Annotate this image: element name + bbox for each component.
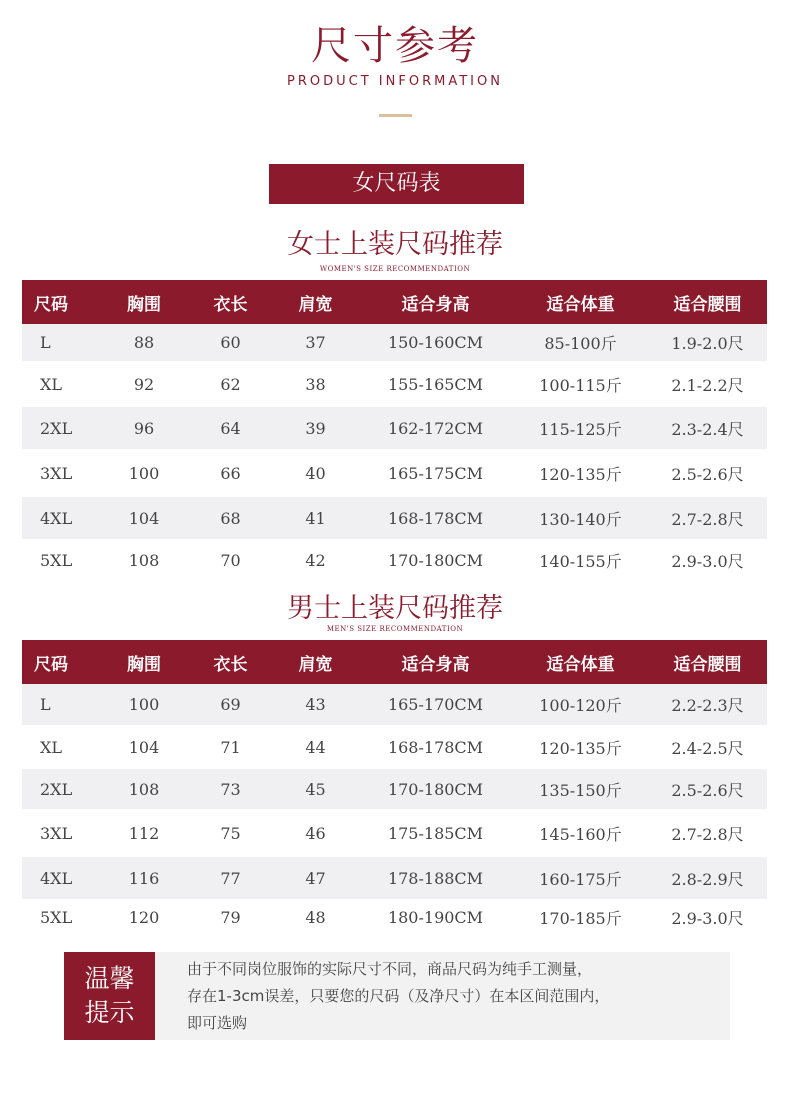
title-divider (379, 114, 412, 117)
table-cell: 168-178CM (358, 726, 513, 768)
column-header: 衣长 (188, 280, 273, 324)
table-cell: 175-185CM (358, 810, 513, 856)
table-row (22, 768, 767, 810)
table-cell: 40 (273, 450, 358, 496)
table-cell: 48 (273, 900, 358, 934)
table-cell: 116 (100, 856, 188, 900)
table-cell: 120-135斤 (513, 726, 648, 768)
table-header-row (22, 280, 767, 324)
table-cell: 79 (188, 900, 273, 934)
table-cell: 5XL (22, 900, 100, 934)
table-cell: 115-125斤 (513, 406, 648, 450)
page-title: 尺寸参考 (311, 23, 479, 69)
column-header: 适合身高 (358, 640, 513, 684)
table-cell: 39 (273, 406, 358, 450)
table-row (22, 726, 767, 768)
table-row (22, 810, 767, 856)
column-header: 尺码 (22, 280, 100, 324)
table-cell: 145-160斤 (513, 810, 648, 856)
table-cell: 45 (273, 768, 358, 810)
men-section-title: 男士上装尺码推荐 (287, 593, 503, 624)
table-cell: 2.5-2.6尺 (648, 768, 767, 810)
table-cell: 112 (100, 810, 188, 856)
table-cell: 2.3-2.4尺 (648, 406, 767, 450)
table-cell: 170-185斤 (513, 900, 648, 934)
column-header: 胸围 (100, 640, 188, 684)
table-cell: 100 (100, 450, 188, 496)
table-cell: 66 (188, 450, 273, 496)
table-cell: 170-180CM (358, 540, 513, 580)
table-cell: 75 (188, 810, 273, 856)
column-header: 适合体重 (513, 640, 648, 684)
table-cell: 47 (273, 856, 358, 900)
column-header: 胸围 (100, 280, 188, 324)
table-cell: 108 (100, 540, 188, 580)
table-cell: 37 (273, 324, 358, 362)
column-header: 尺码 (22, 640, 100, 684)
table-cell: 100 (100, 684, 188, 726)
table-cell: 2XL (22, 406, 100, 450)
table-cell: 2.7-2.8尺 (648, 810, 767, 856)
table-cell: 2.4-2.5尺 (648, 726, 767, 768)
table-cell: 2.8-2.9尺 (648, 856, 767, 900)
table-row (22, 406, 767, 450)
table-cell: 41 (273, 496, 358, 540)
page-subtitle: PRODUCT INFORMATION (287, 74, 503, 89)
women-size-banner: 女尺码表 (269, 164, 524, 204)
table-cell: 38 (273, 362, 358, 406)
table-cell: 2.2-2.3尺 (648, 684, 767, 726)
table-cell: L (22, 684, 100, 726)
table-cell: 2.9-3.0尺 (648, 900, 767, 934)
table-cell: 68 (188, 496, 273, 540)
table-cell: 155-165CM (358, 362, 513, 406)
table-cell: 5XL (22, 540, 100, 580)
column-header: 适合体重 (513, 280, 648, 324)
column-header: 肩宽 (273, 280, 358, 324)
table-cell: L (22, 324, 100, 362)
tips-line: 由于不同岗位服饰的实际尺寸不同，商品尺码为纯手工测量， (187, 960, 593, 978)
table-cell: 100-120斤 (513, 684, 648, 726)
tips-line: 即可选购 (187, 1014, 248, 1032)
table-cell: 73 (188, 768, 273, 810)
table-cell: 100-115斤 (513, 362, 648, 406)
table-cell: 88 (100, 324, 188, 362)
table-cell: 2XL (22, 768, 100, 810)
table-cell: 70 (188, 540, 273, 580)
table-cell: XL (22, 726, 100, 768)
table-row (22, 900, 767, 934)
table-row (22, 684, 767, 726)
table-cell: 180-190CM (358, 900, 513, 934)
tips-label-line: 温馨 (84, 964, 135, 993)
table-cell: 108 (100, 768, 188, 810)
table-header-row (22, 640, 767, 684)
table-cell: 42 (273, 540, 358, 580)
table-cell: 1.9-2.0尺 (648, 324, 767, 362)
table-cell: 85-100斤 (513, 324, 648, 362)
table-cell: 165-170CM (358, 684, 513, 726)
table-cell: 62 (188, 362, 273, 406)
table-row (22, 540, 767, 580)
women-section-title: 女士上装尺码推荐 (287, 229, 503, 260)
table-row (22, 856, 767, 900)
table-cell: 3XL (22, 810, 100, 856)
table-cell: 4XL (22, 496, 100, 540)
table-cell: XL (22, 362, 100, 406)
table-cell: 130-140斤 (513, 496, 648, 540)
tips-label (64, 952, 155, 1040)
tips-line: 存在1-3cm误差，只要您的尺码（及净尺寸）在本区间范围内， (187, 987, 610, 1005)
table-cell: 120 (100, 900, 188, 934)
table-cell: 2.1-2.2尺 (648, 362, 767, 406)
column-header: 适合腰围 (648, 280, 767, 324)
column-header: 肩宽 (273, 640, 358, 684)
tips-text (155, 952, 730, 1040)
table-cell: 160-175斤 (513, 856, 648, 900)
table-cell: 150-160CM (358, 324, 513, 362)
table-cell: 2.7-2.8尺 (648, 496, 767, 540)
table-cell: 64 (188, 406, 273, 450)
table-cell: 2.9-3.0尺 (648, 540, 767, 580)
table-row (22, 362, 767, 406)
table-cell: 170-180CM (358, 768, 513, 810)
table-cell: 135-150斤 (513, 768, 648, 810)
table-cell: 96 (100, 406, 188, 450)
tips-label-line: 提示 (84, 998, 135, 1027)
table-cell: 168-178CM (358, 496, 513, 540)
table-cell: 104 (100, 726, 188, 768)
table-cell: 60 (188, 324, 273, 362)
men-size-table (22, 640, 767, 935)
men-section-subtitle: MEN'S SIZE RECOMMENDATION (326, 625, 464, 633)
table-cell: 71 (188, 726, 273, 768)
table-row (22, 450, 767, 496)
table-cell: 44 (273, 726, 358, 768)
women-section-subtitle: WOMEN'S SIZE RECOMMENDATION (319, 265, 471, 273)
table-cell: 104 (100, 496, 188, 540)
table-cell: 46 (273, 810, 358, 856)
table-cell: 69 (188, 684, 273, 726)
column-header: 衣长 (188, 640, 273, 684)
table-cell: 2.5-2.6尺 (648, 450, 767, 496)
table-row (22, 496, 767, 540)
table-cell: 178-188CM (358, 856, 513, 900)
table-cell: 92 (100, 362, 188, 406)
table-cell: 3XL (22, 450, 100, 496)
women-size-table (22, 280, 767, 581)
column-header: 适合身高 (358, 280, 513, 324)
table-cell: 165-175CM (358, 450, 513, 496)
table-cell: 4XL (22, 856, 100, 900)
table-cell: 140-155斤 (513, 540, 648, 580)
table-cell: 120-135斤 (513, 450, 648, 496)
table-row (22, 324, 767, 362)
table-cell: 43 (273, 684, 358, 726)
column-header: 适合腰围 (648, 640, 767, 684)
table-cell: 162-172CM (358, 406, 513, 450)
table-cell: 77 (188, 856, 273, 900)
